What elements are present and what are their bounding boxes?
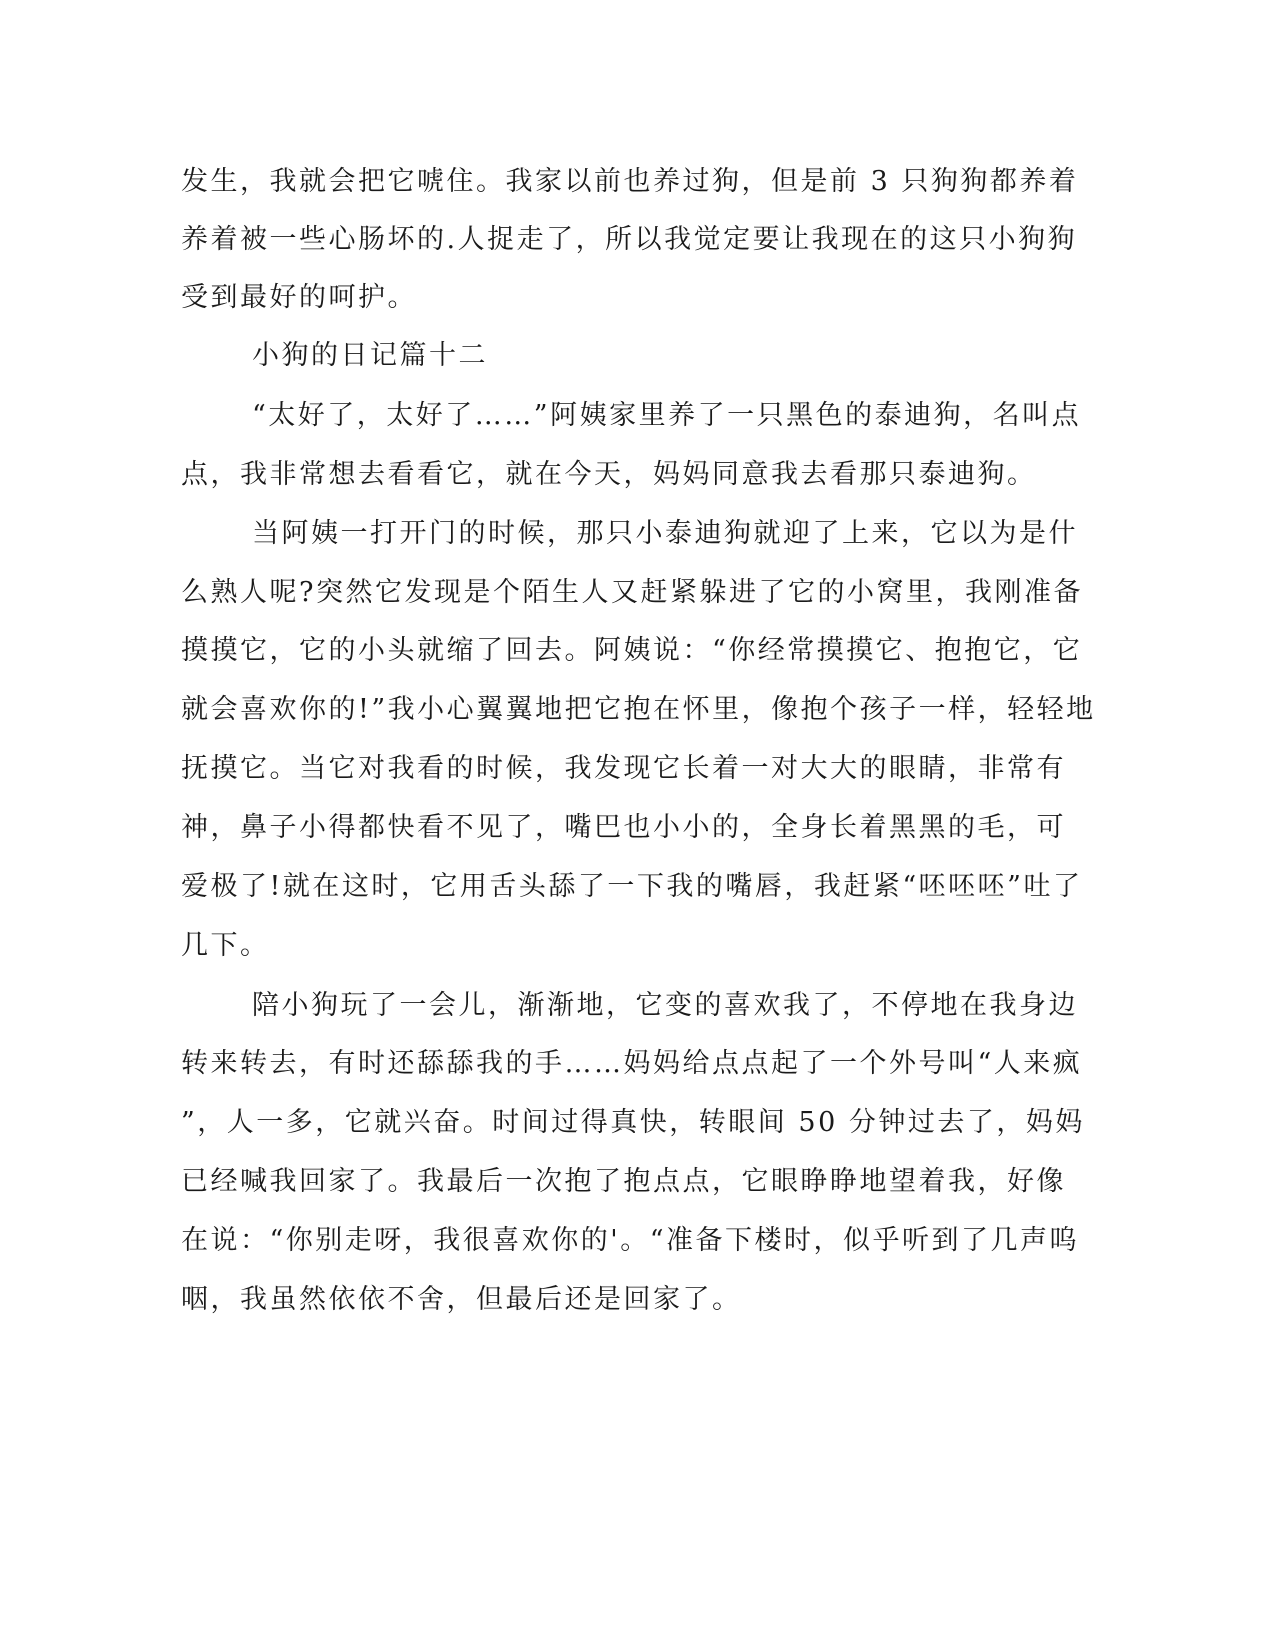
text-line: 转来转去，有时还舔舔我的手……妈妈给点点起了一个外号叫“人来疯 (181, 1048, 1083, 1079)
text-line: 咽，我虽然依依不舍，但最后还是回家了。 (181, 1284, 742, 1315)
text-line: 就会喜欢你的!”我小心翼翼地把它抱在怀里，像抱个孩子一样，轻轻地 (181, 694, 1096, 725)
text-line: 么熟人呢?突然它发现是个陌生人又赶紧躲进了它的小窝里，我刚准备 (181, 577, 1083, 608)
text-line: 受到最好的呵护。 (181, 282, 417, 313)
text-line: 当阿姨一打开门的时候，那只小泰迪狗就迎了上来，它以为是什 (252, 518, 1078, 549)
text-line: ”，人一多，它就兴奋。时间过得真快，转眼间 50 分钟过去了，妈妈 (181, 1107, 1085, 1138)
text-line: 神，鼻子小得都快看不见了，嘴巴也小小的，全身长着黑黑的毛，可 (181, 812, 1066, 843)
text-line: 在说：“你别走呀，我很喜欢你的'。“准备下楼时，似乎听到了几声呜 (181, 1225, 1080, 1256)
text-line: 摸摸它，它的小头就缩了回去。阿姨说：“你经常摸摸它、抱抱它，它 (181, 635, 1083, 666)
text-line: 抚摸它。当它对我看的时候，我发现它长着一对大大的眼睛，非常有 (181, 753, 1066, 784)
text-line: 陪小狗玩了一会儿，渐渐地，它变的喜欢我了，不停地在我身边 (252, 990, 1078, 1021)
heading-line: 小狗的日记篇十二 (252, 340, 488, 371)
text-line: 几下。 (181, 930, 270, 961)
text-line: 已经喊我回家了。我最后一次抱了抱点点，它眼睁睁地望着我，好像 (181, 1166, 1066, 1197)
text-line: 养着被一些心肠坏的.人捉走了，所以我觉定要让我现在的这只小狗狗 (181, 224, 1078, 255)
text-line: 发生，我就会把它唬住。我家以前也养过狗，但是前 3 只狗狗都养着 (181, 166, 1079, 197)
text-line: 爱极了!就在这时，它用舌头舔了一下我的嘴唇，我赶紧“呸呸呸”吐了 (181, 871, 1083, 902)
text-line: 点，我非常想去看看它，就在今天，妈妈同意我去看那只泰迪狗。 (181, 459, 1037, 490)
text-line: “太好了，太好了……”阿姨家里养了一只黑色的泰迪狗，名叫点 (252, 400, 1082, 431)
